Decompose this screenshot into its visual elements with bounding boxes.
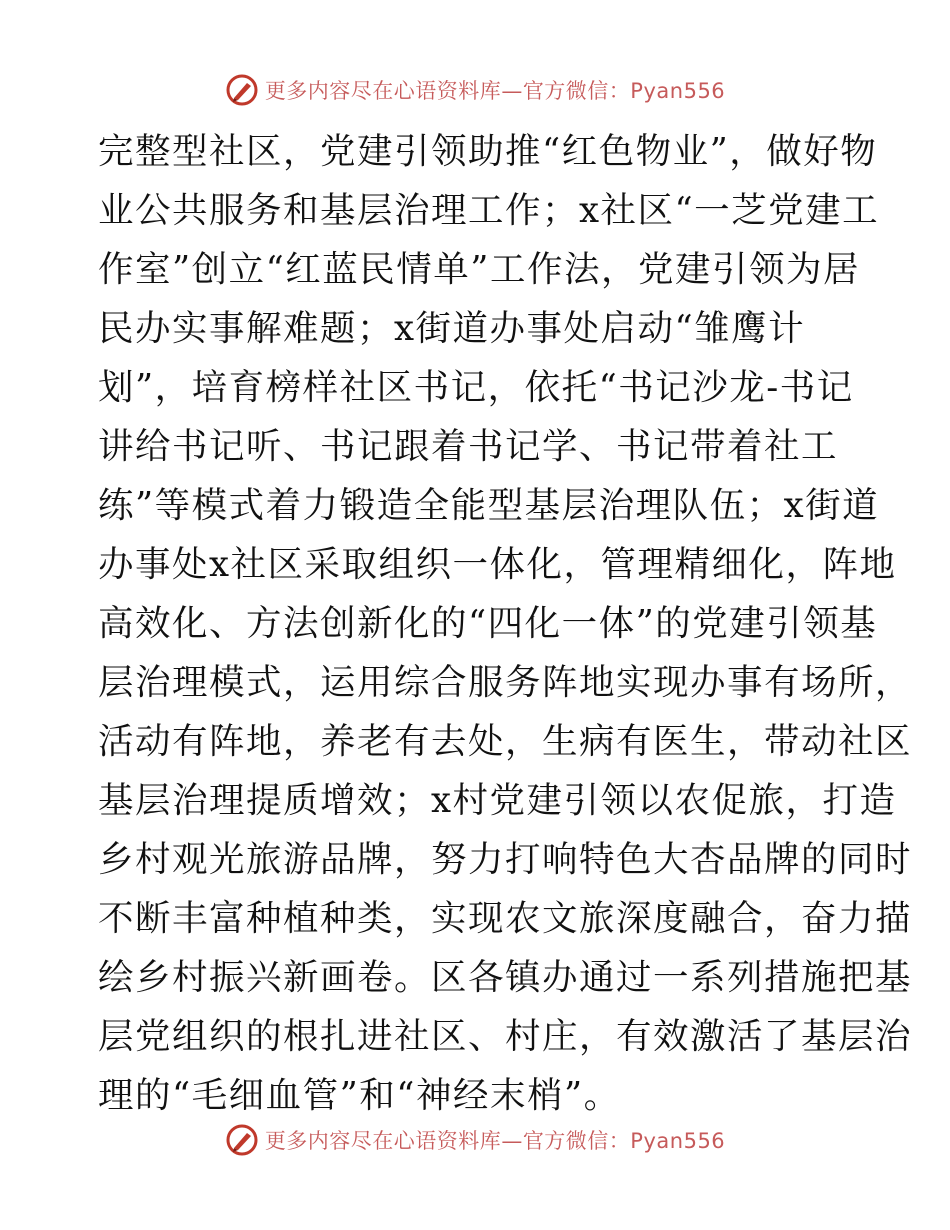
pen-logo-icon xyxy=(225,1123,259,1157)
body-line: 乡村观光旅游品牌，努力打响特色大杏品牌的同时 xyxy=(98,839,913,880)
watermark-text xyxy=(265,1125,725,1155)
watermark-main: 更多内容尽在心语资料库 xyxy=(264,79,502,103)
watermark-dash: — xyxy=(501,1129,523,1153)
body-line: 练”等模式着力锻造全能型基层治理队伍；x街道 xyxy=(98,485,880,526)
watermark-sub: 官方微信：Pyan556 xyxy=(522,1129,726,1153)
body-line: 基层治理提质增效；x村党建引领以农促旅，打造 xyxy=(98,780,897,821)
body-line: 完整型社区，党建引领助推“红色物业”，做好物 xyxy=(98,131,878,172)
body-line: 民办实事解难题；x街道办事处启动“雏鹰计 xyxy=(98,308,806,349)
body-line: 层治理模式，运用综合服务阵地实现办事有场所， xyxy=(98,662,913,703)
body-line: 讲给书记听、书记跟着书记学、书记带着社工 xyxy=(98,426,839,467)
body-line: 办事处x社区采取组织一体化，管理精细化，阵地 xyxy=(98,544,897,585)
watermark-sub: 官方微信：Pyan556 xyxy=(522,79,726,103)
watermark-dash: — xyxy=(501,79,523,103)
watermark-text xyxy=(265,75,725,105)
body-line: 理的“毛细血管”和“神经末梢”。 xyxy=(98,1075,621,1116)
body-line: 业公共服务和基层治理工作；x社区“一芝党建工 xyxy=(98,190,880,231)
document-body xyxy=(98,122,913,1125)
body-line: 不断丰富种植种类，实现农文旅深度融合，奋力描 xyxy=(98,898,913,939)
body-line: 绘乡村振兴新画卷。区各镇办通过一系列措施把基 xyxy=(98,957,913,998)
body-line: 层党组织的根扎进社区、村庄，有效激活了基层治 xyxy=(98,1016,913,1057)
body-line: 活动有阵地，养老有去处，生病有医生，带动社区 xyxy=(98,721,913,762)
body-line: 划”，培育榜样社区书记，依托“书记沙龙-书记 xyxy=(98,367,854,408)
body-line: 高效化、方法创新化的“四化一体”的党建引领基 xyxy=(98,603,878,644)
pen-logo-icon xyxy=(225,73,259,107)
footer-watermark xyxy=(0,1120,950,1160)
watermark-main: 更多内容尽在心语资料库 xyxy=(264,1129,502,1153)
header-watermark xyxy=(0,70,950,110)
body-line: 作室”创立“红蓝民情单”工作法，党建引领为居 xyxy=(98,249,860,290)
